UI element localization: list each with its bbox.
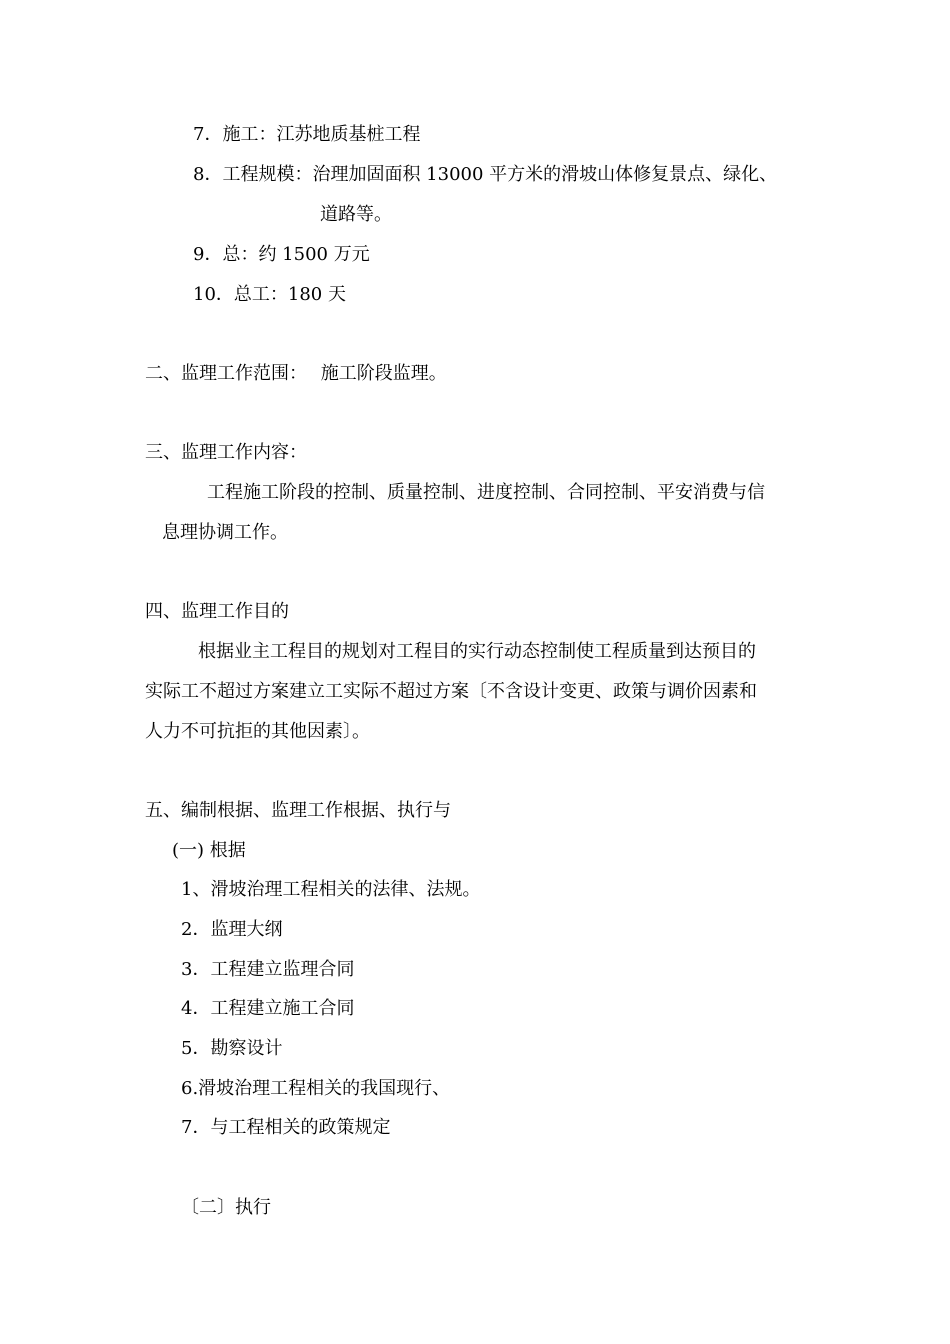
project-info-line: 9．总：约 1500 万元 [193,244,370,265]
list-item: 4．工程建立施工合同 [181,998,355,1019]
list-item: 3．工程建立监理合同 [181,959,355,980]
paragraph-line: 息理协调工作。 [162,522,288,543]
list-item: 1、滑坡治理工程相关的法律、法规。 [181,879,481,900]
paragraph-line: 人力不可抗拒的其他因素〕。 [145,721,370,742]
paragraph-line: 实际工不超过方案建立工实际不超过方案〔不含设计变更、政策与调价因素和 [145,681,757,702]
subsection-heading: 〔二〕执行 [181,1197,271,1218]
list-item: 5．勘察设计 [181,1038,283,1059]
list-item: 6.滑坡治理工程相关的我国现行、 [181,1078,451,1099]
section-heading: 二、监理工作范围： [145,363,307,384]
project-info-line: 10．总工：180 天 [193,284,346,305]
project-info-line: 7．施工：江苏地质基桩工程 [193,124,421,145]
paragraph-line: 工程施工阶段的控制、质量控制、进度控制、合同控制、平安消费与信 [207,482,765,503]
paragraph-line: 根据业主工程目的规划对工程目的实行动态控制使工程质量到达预目的 [198,641,756,662]
list-item: 7．与工程相关的政策规定 [181,1117,391,1138]
section-2 [145,362,447,386]
project-info-line: 道路等。 [320,204,392,225]
subsection-heading: (一) 根据 [172,840,246,861]
section-heading: 五、编制根据、监理工作根据、执行与 [145,800,451,821]
project-info-line: 8．工程规模：治理加固面积 13000 平方米的滑坡山体修复景点、绿化、 [193,164,778,185]
section-text: 施工阶段监理。 [320,363,447,384]
list-item: 2．监理大纲 [181,919,283,940]
section-heading: 三、监理工作内容： [145,442,307,463]
section-heading: 四、监理工作目的 [145,601,289,622]
